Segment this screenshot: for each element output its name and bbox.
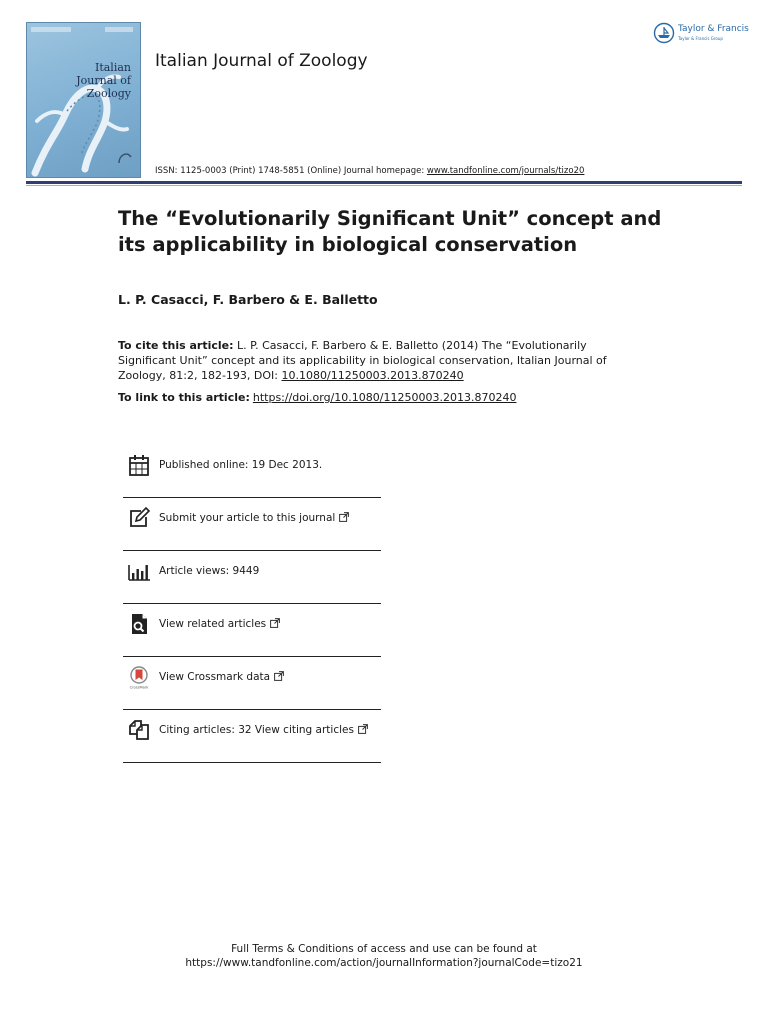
- external-link-icon: [339, 512, 349, 522]
- journal-cover: [26, 22, 141, 178]
- submit-article-text: Submit your article to this journal: [159, 512, 336, 524]
- journal-homepage-link[interactable]: www.tandfonline.com/journals/tizo20: [426, 166, 585, 176]
- crossmark-text: View Crossmark data: [159, 671, 271, 683]
- edit-icon: [127, 506, 151, 530]
- link-label: To link to this article:: [118, 391, 250, 404]
- citing-articles-icon: [127, 718, 151, 742]
- article-title: The “Evolutionarily Significant Unit” concept and its applicability in biological conservation: [118, 207, 662, 256]
- cite-doi-link[interactable]: 10.1080/11250003.2013.870240: [281, 369, 464, 382]
- lizard-illustration: [27, 23, 140, 177]
- header-divider-thin: [26, 185, 742, 186]
- published-online-text: Published online: 19 Dec 2013.: [159, 459, 323, 471]
- published-online-item: [123, 445, 381, 498]
- tf-boat-icon: [653, 22, 675, 44]
- cover-title: [71, 61, 131, 100]
- article-link-block: [118, 391, 516, 404]
- footer-line-1: Full Terms & Conditions of access and use can be found at: [231, 943, 537, 955]
- bar-chart-icon: [127, 559, 151, 583]
- cover-title-line: Italian: [94, 61, 131, 74]
- issn-text: ISSN: 1125-0003 (Print) 1748-5851 (Online) Journal homepage:: [155, 166, 427, 176]
- external-link-icon: [270, 618, 280, 628]
- cover-title-line: Zoology: [86, 87, 131, 100]
- article-doi-link[interactable]: https://doi.org/10.1080/11250003.2013.870240: [252, 391, 517, 404]
- external-link-icon: [274, 671, 284, 681]
- footer-terms: [0, 942, 768, 970]
- citing-articles-link[interactable]: [159, 724, 368, 736]
- journal-title: Italian Journal of Zoology: [155, 51, 368, 71]
- publisher-group: Taylor & Francis Group: [678, 36, 723, 41]
- submit-article-item[interactable]: [123, 498, 381, 551]
- citation-block: [118, 338, 648, 383]
- citing-articles-item[interactable]: [123, 710, 381, 763]
- crossmark-link[interactable]: [159, 671, 284, 683]
- cite-text: L. P. Casacci, F. Barbero & E. Balletto (2014) The “Evolutionarily Significant Unit” concept and its applicability in biological conservation, Italian Journal of Zoology, 81:2, 182-193, DOI:: [118, 339, 607, 382]
- search-document-icon: [127, 612, 151, 636]
- cover-title-line: Journal of: [76, 74, 131, 87]
- issn-line: [155, 166, 584, 176]
- article-views-item: [123, 551, 381, 604]
- crossmark-icon: [127, 665, 151, 689]
- related-articles-link[interactable]: [159, 618, 280, 630]
- article-views-text: Article views: 9449: [159, 565, 260, 577]
- footer-terms-link[interactable]: https://www.tandfonline.com/action/journalInformation?journalCode=tizo21: [185, 957, 583, 969]
- submit-article-link[interactable]: [159, 512, 349, 524]
- cite-label: To cite this article:: [118, 339, 234, 352]
- citing-articles-text: Citing articles: 32 View citing articles: [159, 724, 354, 736]
- related-articles-item[interactable]: [123, 604, 381, 657]
- external-link-icon: [358, 724, 368, 734]
- article-authors: L. P. Casacci, F. Barbero & E. Balletto: [118, 292, 378, 307]
- calendar-icon: [127, 453, 151, 477]
- crossmark-caption: CrossMark: [129, 685, 149, 689]
- related-articles-text: View related articles: [159, 618, 267, 630]
- crossmark-item[interactable]: [123, 657, 381, 710]
- header-divider: [26, 181, 742, 184]
- article-info-list: [123, 445, 381, 763]
- publisher-logo[interactable]: [653, 22, 748, 46]
- publisher-name: Taylor & Francis: [678, 24, 749, 34]
